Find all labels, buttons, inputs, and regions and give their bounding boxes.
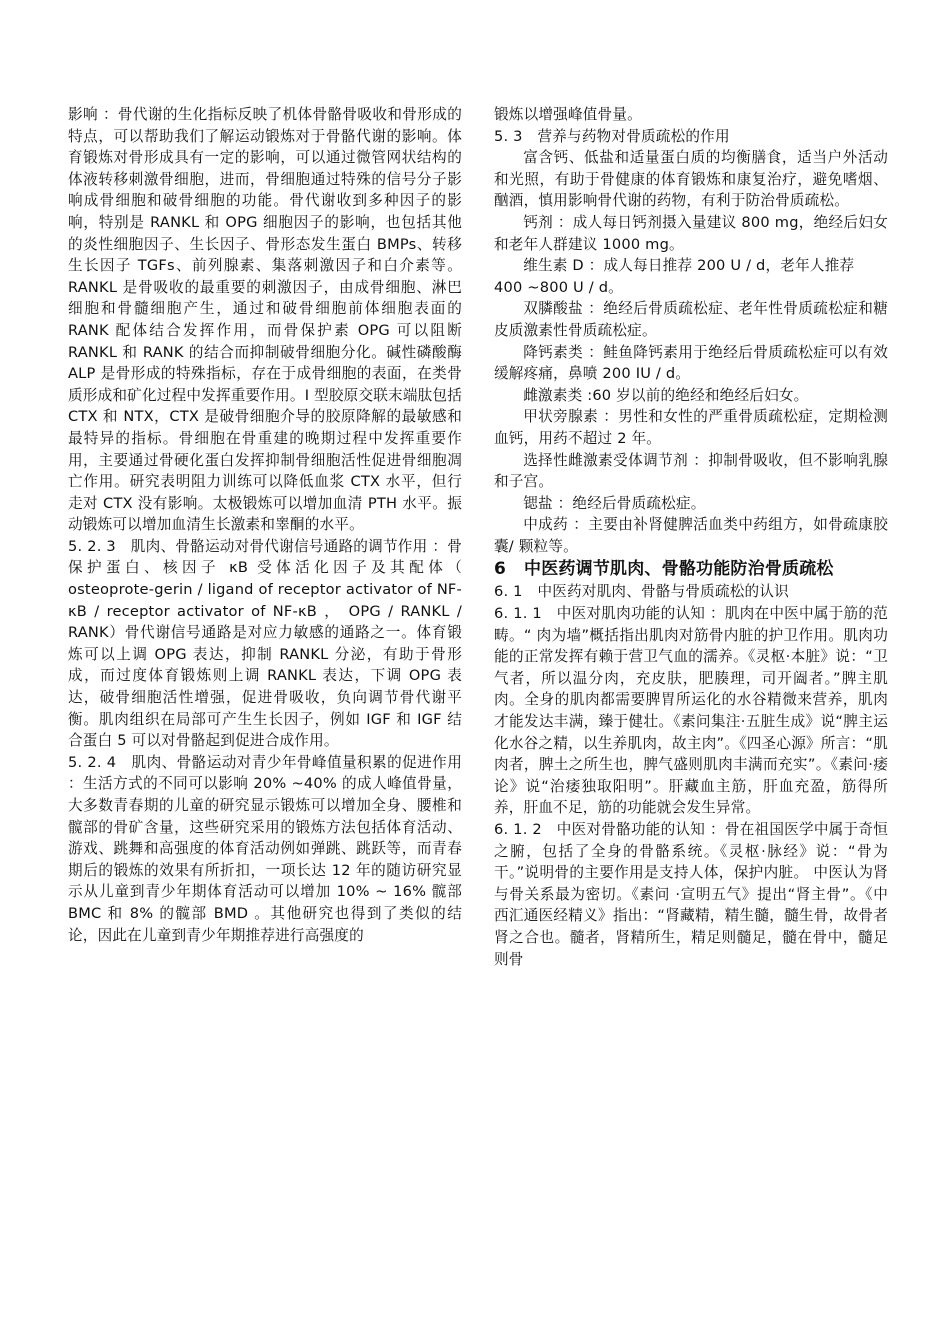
paragraph-vitamin-d-dose: 400 ~800 U / d。	[494, 278, 623, 296]
paragraph-bisphosphonates: 双膦酸盐 ：绝经后骨质疏松症、老年性骨质疏松症和糖皮质激素性骨质疏松症。	[494, 300, 888, 339]
paragraph-strontium: 锶盐 ：绝经后骨质疏松症。	[523, 494, 706, 512]
paragraph-6-1-2: 6. 1. 2 中医对骨骼功能的认知 ：骨在祖国医学中属于奇恒之腑，包括了全身的骨骼系统。《灵枢·脉经》说：“骨为干。”说明骨的主要作用是支持人体，保护内脏。 中医认为肾与骨关系最为密切。《素问 ·宣明五气》提出“肾主骨”。《中西汇通医经精义》指出：“肾藏精，精生髓，髓生骨，故骨者肾之合也。髓者，肾精所生，精足则髓足，髓在骨中，髓足则骨	[494, 821, 888, 968]
paragraph-5-2-4: 5. 2. 4 肌肉、骨骼运动对青少年骨峰值量积累的促进作用 ：生活方式的不同可以影响 20% ~40% 的成人峰值骨量，大多数青春期的儿童的研究显示锻炼可以增加全身、腰椎和髋部的骨矿含量，这些研究采用的锻炼方法包括体育活动、游戏、跳舞和高强度的体育活动例如弹跳、跳跃等，而青春期后的锻炼的效果有所折扣，一项长达 12 年的随访研究显示从儿童到青少年期体育活动可以增加 10% ~ 16% 髋部 BMC 和 8% 的髋部 BMD 。其他研究也得到了类似的结论，因此在儿童到青少年期推荐进行高强度的	[68, 753, 462, 944]
paragraph-continuation: 锻炼以增强峰值骨量。	[494, 106, 642, 123]
paragraph-bone-metabolism-markers: 影响 ：骨代谢的生化指标反映了机体骨骼骨吸收和骨形成的特点，可以帮助我们了解运动锻炼对于骨骼代谢的影响。体育锻炼对骨形成具有一定的影响，可以通过微管网状结构的体液转移刺激骨细胞，进而，骨细胞通过特殊的信号分子影响成骨细胞和破骨细胞的功能。骨代谢收到多种因子的影响，特别是 RANKL 和 OPG 细胞因子的影响，也包括其他的炎性细胞因子、生长因子、骨形态发生蛋白 BMPs、转移生长因子 TGFs、前列腺素、集落刺激因子和白介素等。RANKL 是骨吸收的最重要的刺激因子，由成骨细胞、淋巴细胞和骨髓细胞产生，通过和破骨细胞前体细胞表面的 RANK 配体结合发挥作用，而骨保护素 OPG 可以阻断 RANKL 和 RANK 的结合而抑制破骨细胞分化。碱性磷酸酶 ALP 是骨形成的特殊指标，存在于成骨细胞的表面，在类骨质形成和矿化过程中发挥重要作用。I 型胶原交联末端肽包括 CTX 和 NTX，CTX 是破骨细胞介导的胶原降解的最敏感和最特异的指标。骨细胞在骨重建的晚期过程中发挥重要作用，主要通过骨硬化蛋白发挥抑制骨细胞活性促进骨细胞凋亡作用。研究表明阻力训练可以降低血浆 CTX 水平，但行走对 CTX 没有影响。太极锻炼可以增加血清 PTH 水平。振动锻炼可以增加血清生长激素和睾酮的水平。	[68, 106, 462, 534]
section-number: 6	[494, 559, 507, 580]
paragraph-estrogen: 雌激素类 :60 岁以前的绝经和绝经后妇女。	[523, 386, 809, 404]
section-heading-5-3: 5. 3 营养与药物对骨质疏松的作用	[494, 127, 730, 145]
left-column	[68, 104, 462, 946]
paragraph-calcium: 钙剂 ：成人每日钙剂摄入量建议 800 mg，绝经后妇女和老年人群建议 1000 mg。	[494, 213, 888, 253]
section-heading-6	[494, 557, 888, 581]
section-title: 中医药调节肌肉、骨骼功能防治骨质疏松	[524, 559, 834, 580]
paragraph-chinese-patent-medicine: 中成药 ：主要由补肾健脾活血类中药组方，如骨疏康胶囊/ 颗粒等。	[494, 516, 888, 555]
paragraph-diet: 富含钙、低盐和适量蛋白质的均衡膳食，适当户外活动和光照，有助于骨健康的体育锻炼和康复治疗，避免嗜烟、酗酒，慎用影响骨代谢的药物，有利于防治骨质疏松。	[494, 149, 888, 210]
paragraph-vitamin-d: 维生素 D ：成人每日推荐 200 U / d，老年人推荐	[523, 257, 855, 275]
paragraph-serm: 选择性雌激素受体调节剂 ：抑制骨吸收，但不影响乳腺和子宫。	[494, 451, 888, 491]
paragraph-pth: 甲状旁腺素 ：男性和女性的严重骨质疏松症，定期检测血钙，用药不超过 2 年。	[494, 408, 888, 447]
paragraph-6-1-1: 6. 1. 1 中医对肌肉功能的认知 ：肌肉在中医中属于筋的范畴。“ 肉为墙”概括指出肌肉对筋骨内脏的护卫作用。肌肉功能的正常发挥有赖于营卫气血的濡养。《灵枢·本脏》说：“卫气者，所以温分肉，充皮肤，肥腠理，司开阖者。”脾主肌肉。全身的肌肉都需要脾胃所运化的水谷精微来营养，肌肉才能发达丰满，臻于健壮。《素问集注·五脏生成》说“脾主运化水谷之精，以生养肌肉，故主肉”。《四圣心源》所言：“肌肉者，脾土之所生也，脾气盛则肌肉丰满而充实”。《素问·痿论》说“治痿独取阳明”。肝藏血主筋，肝血充盈，筋得所养，肝血不足，筋的功能就会发生异常。	[494, 605, 888, 817]
right-column	[494, 104, 888, 970]
paragraph-5-2-3: 5. 2. 3 肌肉、骨骼运动对骨代谢信号通路的调节作用 ：骨保护蛋白、核因子 κB 受体活化因子及其配体（ osteoprote-gerin / ligand of receptor activator of NF- κB / receptor activator of NF-κB ， OPG / RANKL / RANK）骨代谢信号通路是对应力敏感的通路之一。体育锻炼可以上调 OPG 表达，抑制 RANKL 分泌，有助于骨形成，而过度体育锻炼则上调 RANKL 表达，下调 OPG 表达，破骨细胞活性增强，促进骨吸收，负向调节骨代谢平衡。肌肉组织在局部可产生生长因子，例如 IGF 和 IGF 结合蛋白 5 可以对骨骼起到促进合成作用。	[68, 537, 462, 750]
section-heading-6-1: 6. 1 中医药对肌肉、骨骼与骨质疏松的认识	[494, 583, 789, 601]
paragraph-calcitonin: 降钙素类 ：鲑鱼降钙素用于绝经后骨质疏松症可以有效缓解疼痛，鼻喷 200 IU / d。	[494, 343, 888, 383]
